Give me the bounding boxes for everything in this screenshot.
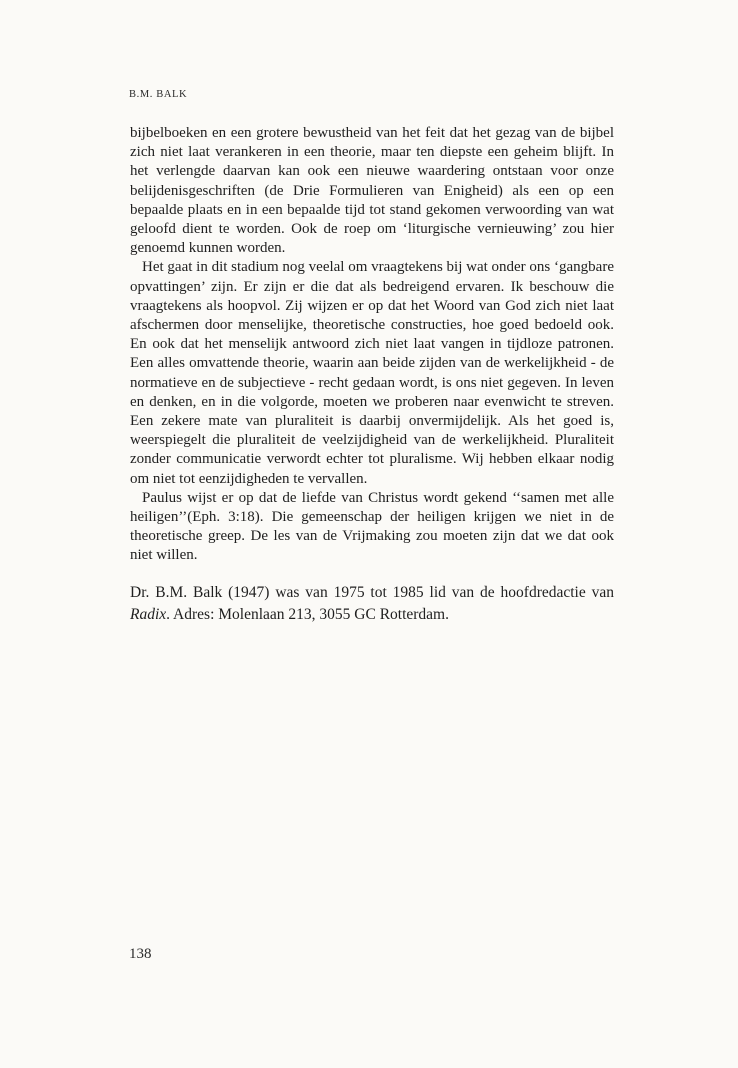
author-note-text: Dr. B.M. Balk (1947) was van 1975 tot 1985 lid van de hoofdredactie van xyxy=(130,584,614,601)
author-address: . Adres: Molenlaan 213, 3055 GC Rotterdam. xyxy=(166,606,449,623)
paragraph-1: bijbelboeken en een grotere bewustheid van het feit dat het gezag van de bijbel zich niet laat verankeren in een theorie, maar ten diepste een geheim blijft. In het verlengde daarvan kan ook een nieuwe waardering ontstaan voor onze belijdenisgeschriften (de Drie Formulieren van Enigheid) als een op een bepaalde plaats en in een bepaalde tijd tot stand gekomen verwoording van wat geloofd dient te worden. Ook de roep om ‘liturgische vernieuwing’ zou hier genoemd kunnen worden. xyxy=(130,125,614,257)
paragraph-2: Het gaat in dit stadium nog veelal om vraagtekens bij wat onder ons ‘gangbare opvattingen’ zijn. Er zijn er die dat als bedreigend ervaren. Ik beschouw die vraagtekens als hoopvol. Zij wijzen er op dat het Woord van God zich niet laat afschermen door menselijke, theoretische constructies, hoe goed bedoeld ook. En ook dat het menselijk antwoord zich niet laat vangen in tijdloze patronen. Een alles omvattende theorie, waarin aan beide zijden van de werkelijkheid - de normatieve en de subjectieve - recht gedaan wordt, is ons niet gegeven. In leven en denken, en in die volgorde, moeten we proberen naar evenwicht te streven. Een zekere mate van pluraliteit is daarbij onvermijdelijk. Als het goed is, weerspiegelt die pluraliteit de veelzijdigheid van de werkelijkheid. Pluraliteit zonder communicatie verwordt echter tot pluralisme. Wij hebben elkaar nodig om niet tot eenzijdigheden te vervallen. xyxy=(130,259,614,487)
article-body xyxy=(130,124,614,566)
author-note xyxy=(130,582,614,626)
page-number: 138 xyxy=(129,946,152,962)
journal-name: Radix xyxy=(130,606,167,623)
paragraph-3: Paulus wijst er op dat de liefde van Christus wordt gekend ‘‘samen met alle heiligen’’(Eph. 3:18). Die gemeenschap der heiligen krijgen we niet in de theoretische greep. De les van de Vrijmaking zou moeten zijn dat we dat ook niet willen. xyxy=(130,489,614,564)
running-head: B.M. BALK xyxy=(129,89,188,100)
